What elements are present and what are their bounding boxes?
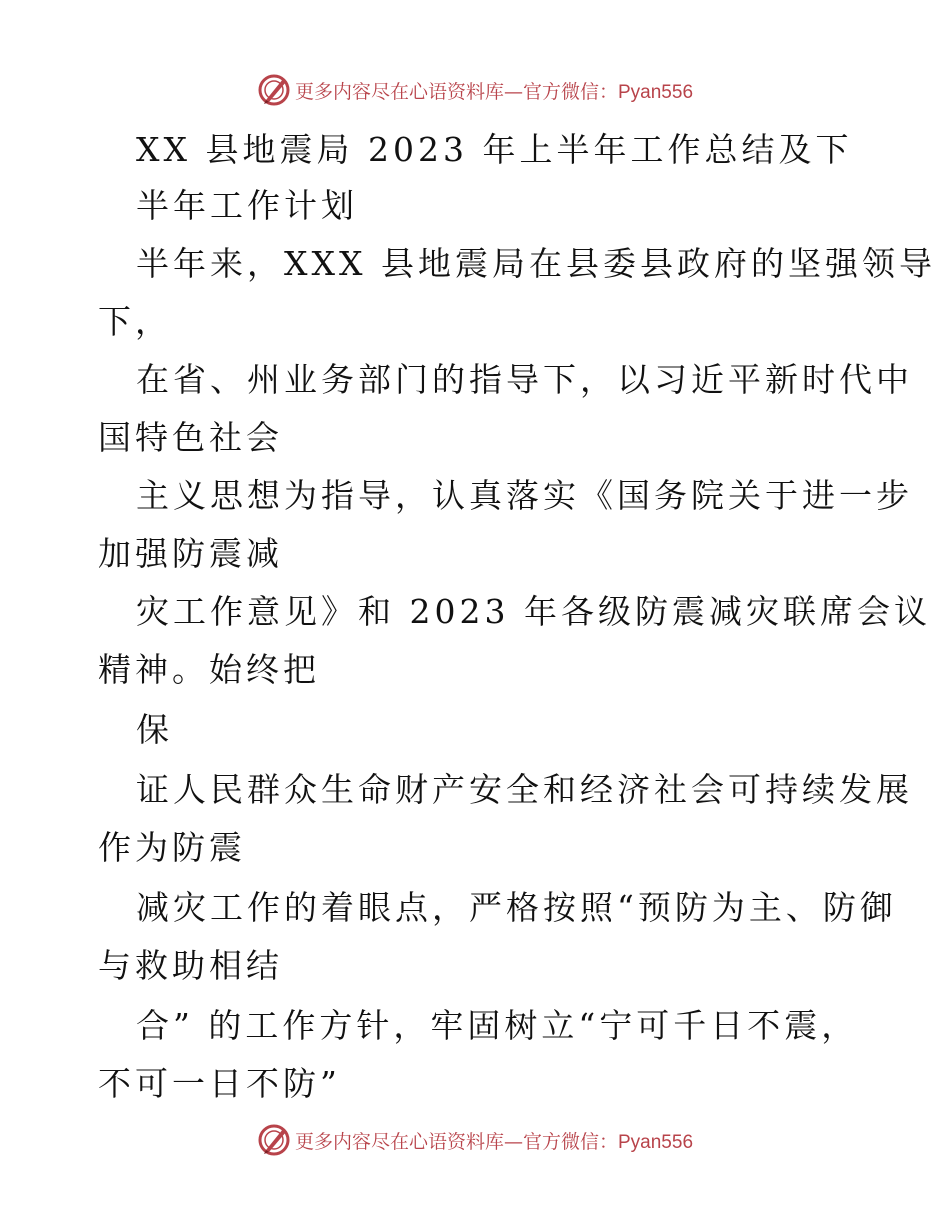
paragraph-line: 证人民群众生命财产安全和经济社会可持续发展 <box>136 770 913 809</box>
watermark-dash: — <box>503 80 523 103</box>
paragraph-line: 作为防震 <box>98 828 246 867</box>
watermark-text <box>295 1127 693 1154</box>
paragraph-line: 保 <box>136 710 173 749</box>
watermark-text <box>295 77 693 104</box>
pen-logo-icon <box>257 73 291 107</box>
pen-logo-icon <box>257 1123 291 1157</box>
paragraph-line: 下， <box>98 302 172 341</box>
paragraph-line: 半年来，XXX 县地震局在县委县政府的坚强领导 <box>136 244 936 283</box>
watermark-wechat-id: Pyan556 <box>618 1131 694 1153</box>
document-title-line-1: XX 县地震局 2023 年上半年工作总结及下 <box>136 130 853 169</box>
paragraph-line: 精神。始终把 <box>98 650 320 689</box>
watermark-dash: — <box>503 1130 523 1153</box>
watermark-official: 官方微信： <box>522 80 618 103</box>
paragraph-line: 加强防震减 <box>98 534 283 573</box>
paragraph-line: 减灾工作的着眼点，严格按照“预防为主、防御 <box>136 888 897 927</box>
watermark-official: 官方微信： <box>522 1130 618 1153</box>
paragraph-line: 不可一日不防” <box>98 1064 341 1103</box>
paragraph-line: 与救助相结 <box>98 946 283 985</box>
paragraph-line: 灾工作意见》和 2023 年各级防震减灾联席会议 <box>136 592 931 631</box>
document-title-line-2: 半年工作计划 <box>136 186 358 225</box>
footer-watermark <box>0 1120 950 1160</box>
watermark-main: 更多内容尽在心语资料库 <box>294 1130 504 1153</box>
paragraph-line: 国特色社会 <box>98 418 283 457</box>
watermark-main: 更多内容尽在心语资料库 <box>294 80 504 103</box>
paragraph-line: 合” 的工作方针，牢固树立“宁可千日不震， <box>136 1006 859 1045</box>
paragraph-line: 在省、州业务部门的指导下，以习近平新时代中 <box>136 360 913 399</box>
header-watermark <box>0 70 950 110</box>
paragraph-line: 主义思想为指导，认真落实《国务院关于进一步 <box>136 476 913 515</box>
watermark-wechat-id: Pyan556 <box>618 81 694 103</box>
